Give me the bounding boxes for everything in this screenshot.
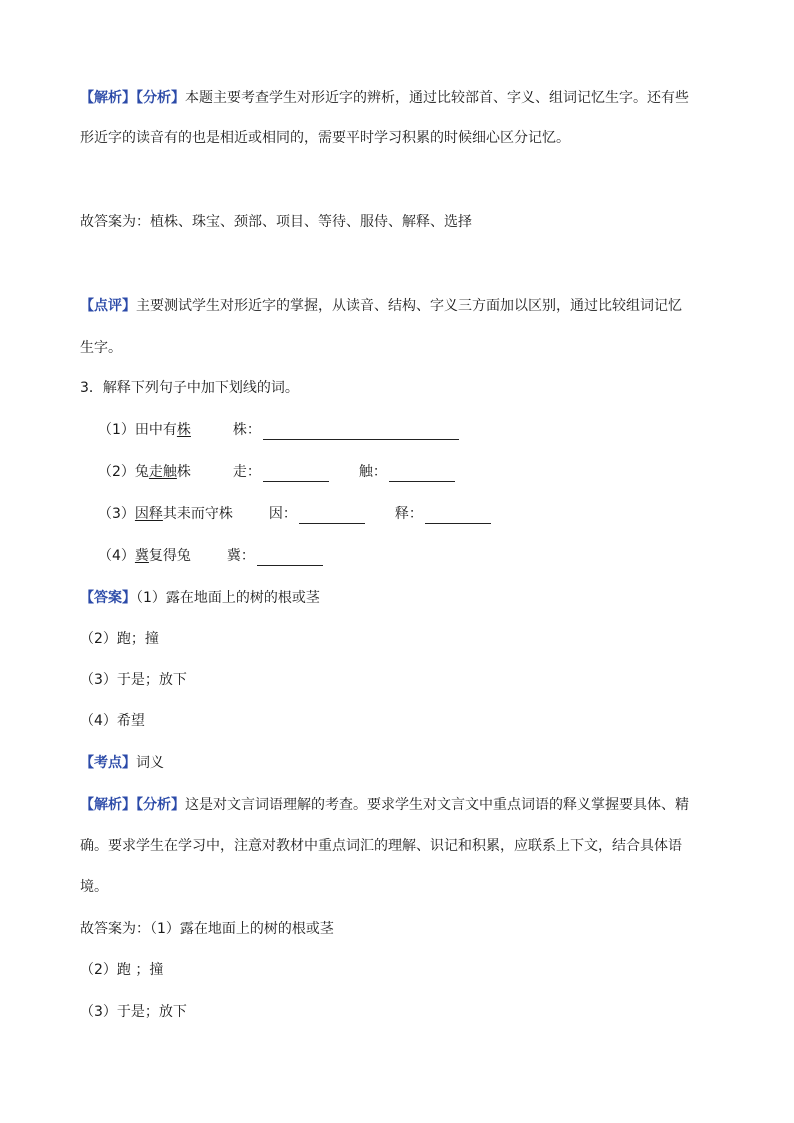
answer-blank[interactable] (425, 507, 491, 524)
blank-label: 冀： (226, 548, 255, 564)
kaodian-tag: 【考点】 (80, 755, 136, 771)
item-number: （2） (98, 464, 135, 480)
analysis-text: 本题主要考查学生对形近字的辨析，通过比较部首、字义、组词记忆生字。还有些 (185, 90, 689, 106)
underlined-word: 走触 (148, 464, 177, 480)
underlined-word: 株 (176, 422, 191, 438)
analysis-subtag: 【分析】 (136, 90, 185, 106)
answer-blank[interactable] (257, 549, 323, 566)
blank-label: 株： (232, 422, 261, 438)
analysis-text: 这是对文言词语理解的考查。要求学生对文言文中重点词语的释义掌握要具体、精 (185, 797, 689, 813)
blank-label: 触： (358, 464, 387, 480)
item-text: 其耒而守株 (162, 506, 233, 522)
item-number: （3） (98, 506, 135, 522)
question-item (98, 462, 455, 482)
kaodian-text: 词义 (136, 755, 164, 771)
answer-blank[interactable] (299, 507, 365, 524)
question-item (98, 504, 491, 524)
answer-blank[interactable] (263, 423, 459, 440)
analysis3-line-3: 境。 (80, 879, 108, 895)
item-text: 田中有 (134, 422, 177, 438)
comment-line-1 (80, 296, 682, 316)
answer-line-3: （3）于是；放下 (80, 672, 187, 688)
analysis-tag: 【解析】 (80, 90, 136, 106)
blank-label: 走： (232, 464, 261, 480)
analysis-tag: 【解析】 (80, 797, 136, 813)
answer-line: 故答案为：植株、珠宝、颈部、项目、等待、服侍、解释、选择 (80, 214, 472, 230)
underlined-word: 冀 (134, 548, 149, 564)
answer-line-4: （4）希望 (80, 713, 145, 729)
comment-tag: 【点评】 (80, 298, 136, 314)
analysis3-line-1 (80, 795, 689, 815)
analysis3-line-2: 确。要求学生在学习中，注意对教材中重点词汇的理解、识记和积累，应联系上下文，结合具体语 (80, 838, 682, 854)
comment-line-2: 生字。 (80, 340, 122, 356)
item-text: 复得兔 (148, 548, 191, 564)
analysis-line-1 (80, 88, 689, 108)
comment-text: 主要测试学生对形近字的掌握，从读音、结构、字义三方面加以区别，通过比较组词记忆 (136, 298, 682, 314)
blank-label: 释： (394, 506, 423, 522)
answer-line-2: （2）跑；撞 (80, 631, 159, 647)
final-answer-line-1: 故答案为：（1）露在地面上的树的根或茎 (80, 921, 334, 937)
blank-label: 因： (268, 506, 297, 522)
analysis-subtag: 【分析】 (136, 797, 185, 813)
question-title: 3．解释下列句子中加下划线的词。 (80, 380, 299, 396)
answer-text: （1）露在地面上的树的根或茎 (136, 590, 320, 606)
final-answer-line-2: （2）跑 ；撞 (80, 962, 164, 978)
question-item (98, 420, 459, 440)
analysis-line-2: 形近字的读音有的也是相近或相同的，需要平时学习积累的时候细心区分记忆。 (80, 130, 570, 146)
final-answer-line-3: （3）于是；放下 (80, 1004, 187, 1020)
answer-line-1 (80, 588, 320, 608)
item-number: （1） (98, 422, 135, 438)
item-text: 兔 (134, 464, 149, 480)
item-number: （4） (98, 548, 135, 564)
question-item (98, 546, 323, 566)
answer-tag: 【答案】 (80, 590, 136, 606)
answer-blank[interactable] (263, 465, 329, 482)
item-text: 株 (176, 464, 191, 480)
underlined-word: 因释 (134, 506, 163, 522)
answer-blank[interactable] (389, 465, 455, 482)
kaodian-line (80, 753, 164, 773)
